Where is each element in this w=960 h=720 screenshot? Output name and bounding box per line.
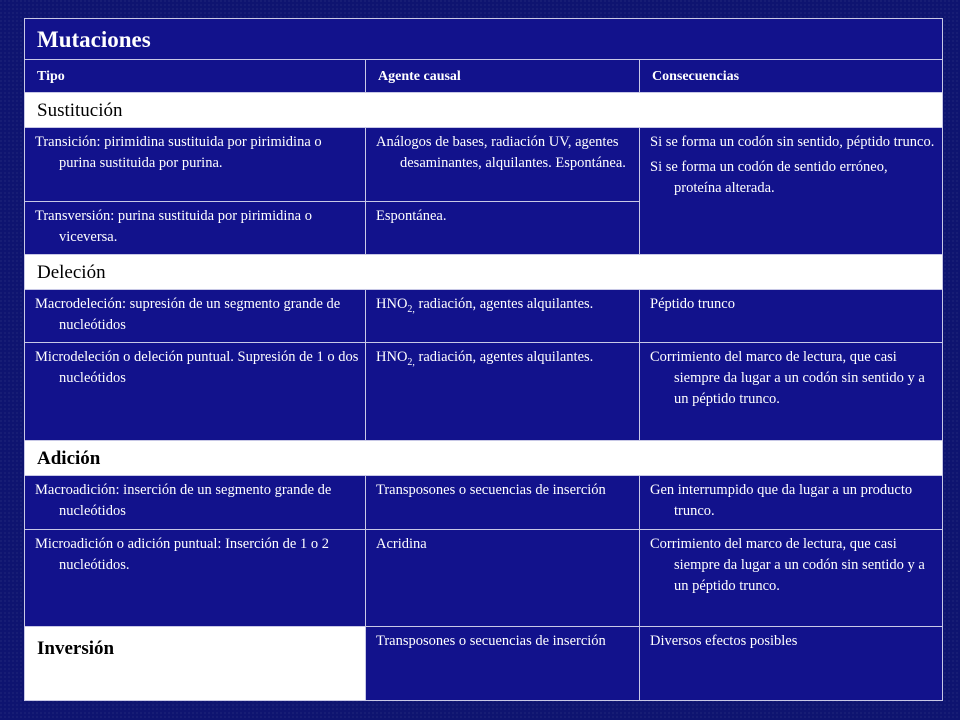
table-row (25, 290, 943, 343)
section-row-sustitucion (25, 93, 943, 128)
header-consecuencias: Consecuencias (652, 69, 740, 84)
header-row (25, 60, 943, 93)
tipo-cell: Microdeleción o deleción puntual. Supresión de 1 o dos nucleótidos (35, 349, 359, 386)
tipo-cell: Microadición o adición puntual: Inserción de 1 o 2 nucleótidos. (35, 536, 329, 573)
agente-cell: Espontánea. (376, 208, 447, 224)
agente-text: radiación, agentes alquilantes. (414, 296, 594, 312)
table-row (25, 128, 943, 202)
mutations-table (24, 18, 943, 701)
section-row-adicion (25, 441, 943, 476)
consecuencias-cell: Gen interrumpido que da lugar a un producto trunco. (650, 482, 913, 519)
table-row (25, 476, 943, 530)
section-row-inversion (25, 627, 943, 701)
tipo-cell: Macroadición: inserción de un segmento grande de nucleótidos (35, 482, 332, 519)
table-row (25, 530, 943, 627)
tipo-cell: Transversión: purina sustituida por pirimidina o viceversa. (35, 208, 312, 245)
section-title-inversion: Inversión (37, 638, 115, 659)
tipo-cell: Macrodeleción: supresión de un segmento grande de nucleótidos (35, 296, 341, 333)
consecuencias-cell: Si se forma un codón sin sentido, péptido trunco. (650, 134, 935, 150)
agente-formula: HNO (376, 296, 408, 312)
agente-cell: Transposones o secuencias de inserción (376, 482, 606, 498)
title-row (25, 19, 943, 60)
section-title-delecion: Deleción (37, 262, 106, 283)
agente-subscript: 2, (407, 356, 415, 368)
header-agente-causal: Agente causal (378, 69, 461, 84)
consecuencias-cell: Diversos efectos posibles (650, 633, 798, 649)
tipo-cell: Transición: pirimidina sustituida por pirimidina o purina sustituida por purina. (35, 134, 322, 171)
agente-formula: HNO (376, 349, 408, 365)
consecuencias-cell: Corrimiento del marco de lectura, que casi siempre da lugar a un codón sin sentido y a un péptido trunco. (650, 536, 925, 594)
agente-cell (366, 290, 639, 319)
agente-cell (366, 343, 639, 372)
consecuencias-cell: Corrimiento del marco de lectura, que casi siempre da lugar a un codón sin sentido y a un péptido trunco. (650, 349, 925, 407)
header-tipo: Tipo (37, 69, 65, 84)
agente-text: radiación, agentes alquilantes. (414, 349, 594, 365)
agente-subscript: 2, (407, 303, 415, 315)
agente-cell: Análogos de bases, radiación UV, agentes desaminantes, alquilantes. Espontánea. (376, 134, 626, 171)
agente-cell: Acridina (376, 536, 427, 552)
table-title: Mutaciones (37, 27, 151, 52)
consecuencias-cell: Péptido trunco (650, 296, 735, 312)
section-title-adicion: Adición (37, 448, 101, 469)
consecuencias-cell: Si se forma un codón de sentido erróneo, proteína alterada. (650, 159, 888, 196)
table-row (25, 343, 943, 441)
section-title-sustitucion: Sustitución (37, 100, 123, 121)
agente-cell: Transposones o secuencias de inserción (376, 633, 606, 649)
section-row-delecion (25, 255, 943, 290)
